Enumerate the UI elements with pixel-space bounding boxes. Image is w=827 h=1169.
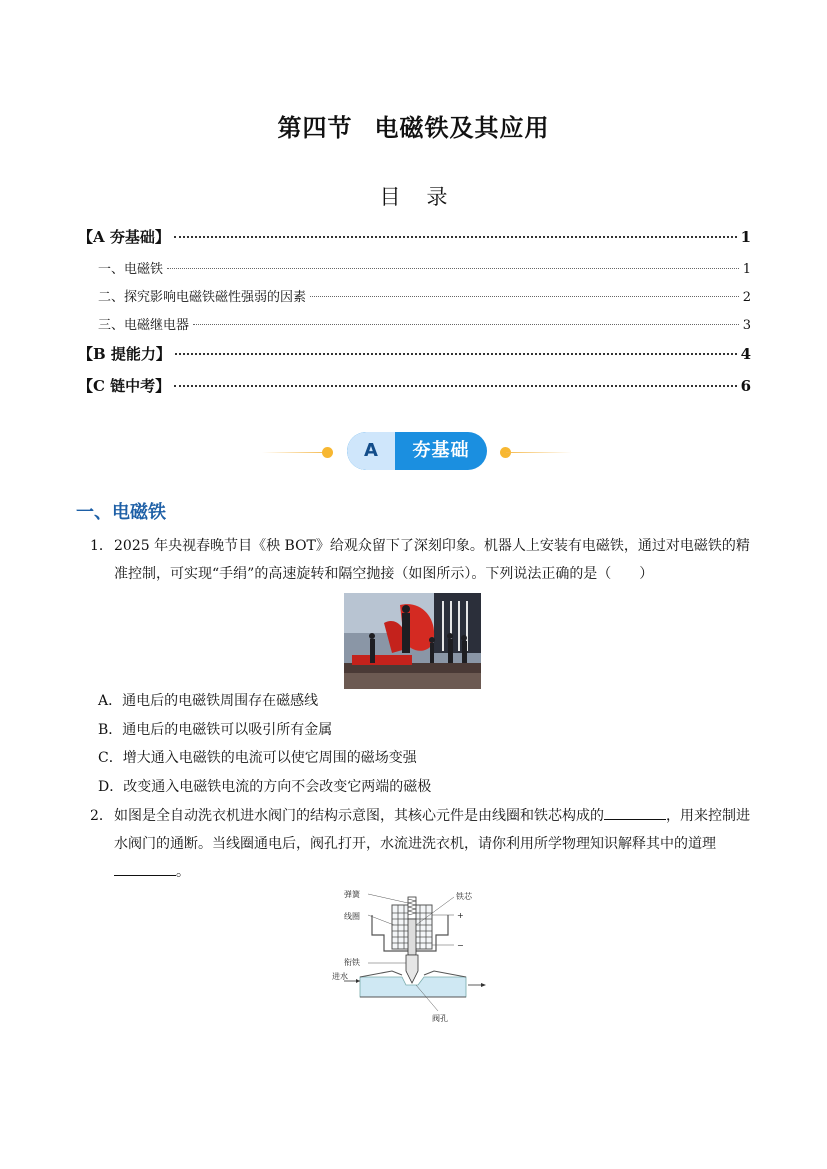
badge-text: 夯基础 <box>412 440 470 461</box>
question-1: 1． 2025 年央视春晚节目《秧 BOT》给观众留下了深刻印象。机器人上安装有电磁铁，通过对电磁铁的精准控制，可实现“手绢”的高速旋转和隔空抛接（如图所示）。下列说法正确的是（ ） <box>90 532 752 588</box>
badge-line-right <box>506 452 572 453</box>
label-hole: 阀孔 <box>432 1014 448 1023</box>
toc-entry-sub-3[interactable]: 三、电磁继电器 3 <box>98 318 751 333</box>
answer-blank-2[interactable] <box>114 861 176 876</box>
badge-letter: A <box>347 432 395 470</box>
label-coil: 线圈 <box>344 912 360 921</box>
q1-option-a: A．通电后的电磁铁周围存在磁感线 <box>98 693 319 709</box>
badge-line-left <box>262 452 328 453</box>
toc-entry-sub-1[interactable]: 一、电磁铁 1 <box>98 262 751 277</box>
label-spring: 弹簧 <box>344 890 360 899</box>
question-2-text: 如图是全自动洗衣机进水阀门的结构示意图，其核心元件是由线圈和铁芯构成的 ，用来控制进水阀门的通断。当线圈通电后，阀孔打开，水流进洗衣机，请你利用所学物理知识解释其中的道理。 <box>90 802 752 886</box>
label-minus: − <box>457 941 464 950</box>
valve-diagram <box>332 885 492 1025</box>
question-2: 2． 如图是全自动洗衣机进水阀门的结构示意图，其核心元件是由线圈和铁芯构成的 ，用来控制进水阀门的通断。当线圈通电后，阀孔打开，水流进洗衣机，请你利用所学物理知识解释其中的道理。 <box>90 802 752 886</box>
q1-option-c: C．增大通入电磁铁的电流可以使它周围的磁场变强 <box>98 750 417 766</box>
toc-entry-a[interactable]: 【A 夯基础】 1 <box>78 228 751 246</box>
toc-entry-sub-2[interactable]: 二、探究影响电磁铁磁性强弱的因素 2 <box>98 290 751 305</box>
label-water-in: 进水 <box>332 972 348 981</box>
badge-dot-left <box>322 447 333 458</box>
section-heading: 一、电磁铁 <box>76 502 166 523</box>
label-plus: + <box>457 911 464 920</box>
section-badge <box>347 432 487 470</box>
toc-heading: 目录 <box>379 185 474 209</box>
question-1-text: 2025 年央视春晚节目《秧 BOT》给观众留下了深刻印象。机器人上安装有电磁铁，通过对电磁铁的精准控制，可实现“手绢”的高速旋转和隔空抛接（如图所示）。下列说法正确的是（ ） <box>114 538 750 582</box>
toc-entry-b[interactable]: 【B 提能力】 4 <box>78 345 751 363</box>
q1-option-b: B．通电后的电磁铁可以吸引所有金属 <box>98 722 333 738</box>
q1-option-d: D．改变通入电磁铁电流的方向不会改变它两端的磁极 <box>98 779 432 795</box>
toc-entry-c[interactable]: 【C 链中考】 6 <box>78 377 751 395</box>
label-armature: 衔铁 <box>344 958 360 967</box>
robot-dance-photo <box>344 593 481 689</box>
page-title: 第四节 电磁铁及其应用 <box>277 114 550 142</box>
label-core: 铁芯 <box>456 892 472 901</box>
answer-blank-1[interactable] <box>604 805 666 820</box>
